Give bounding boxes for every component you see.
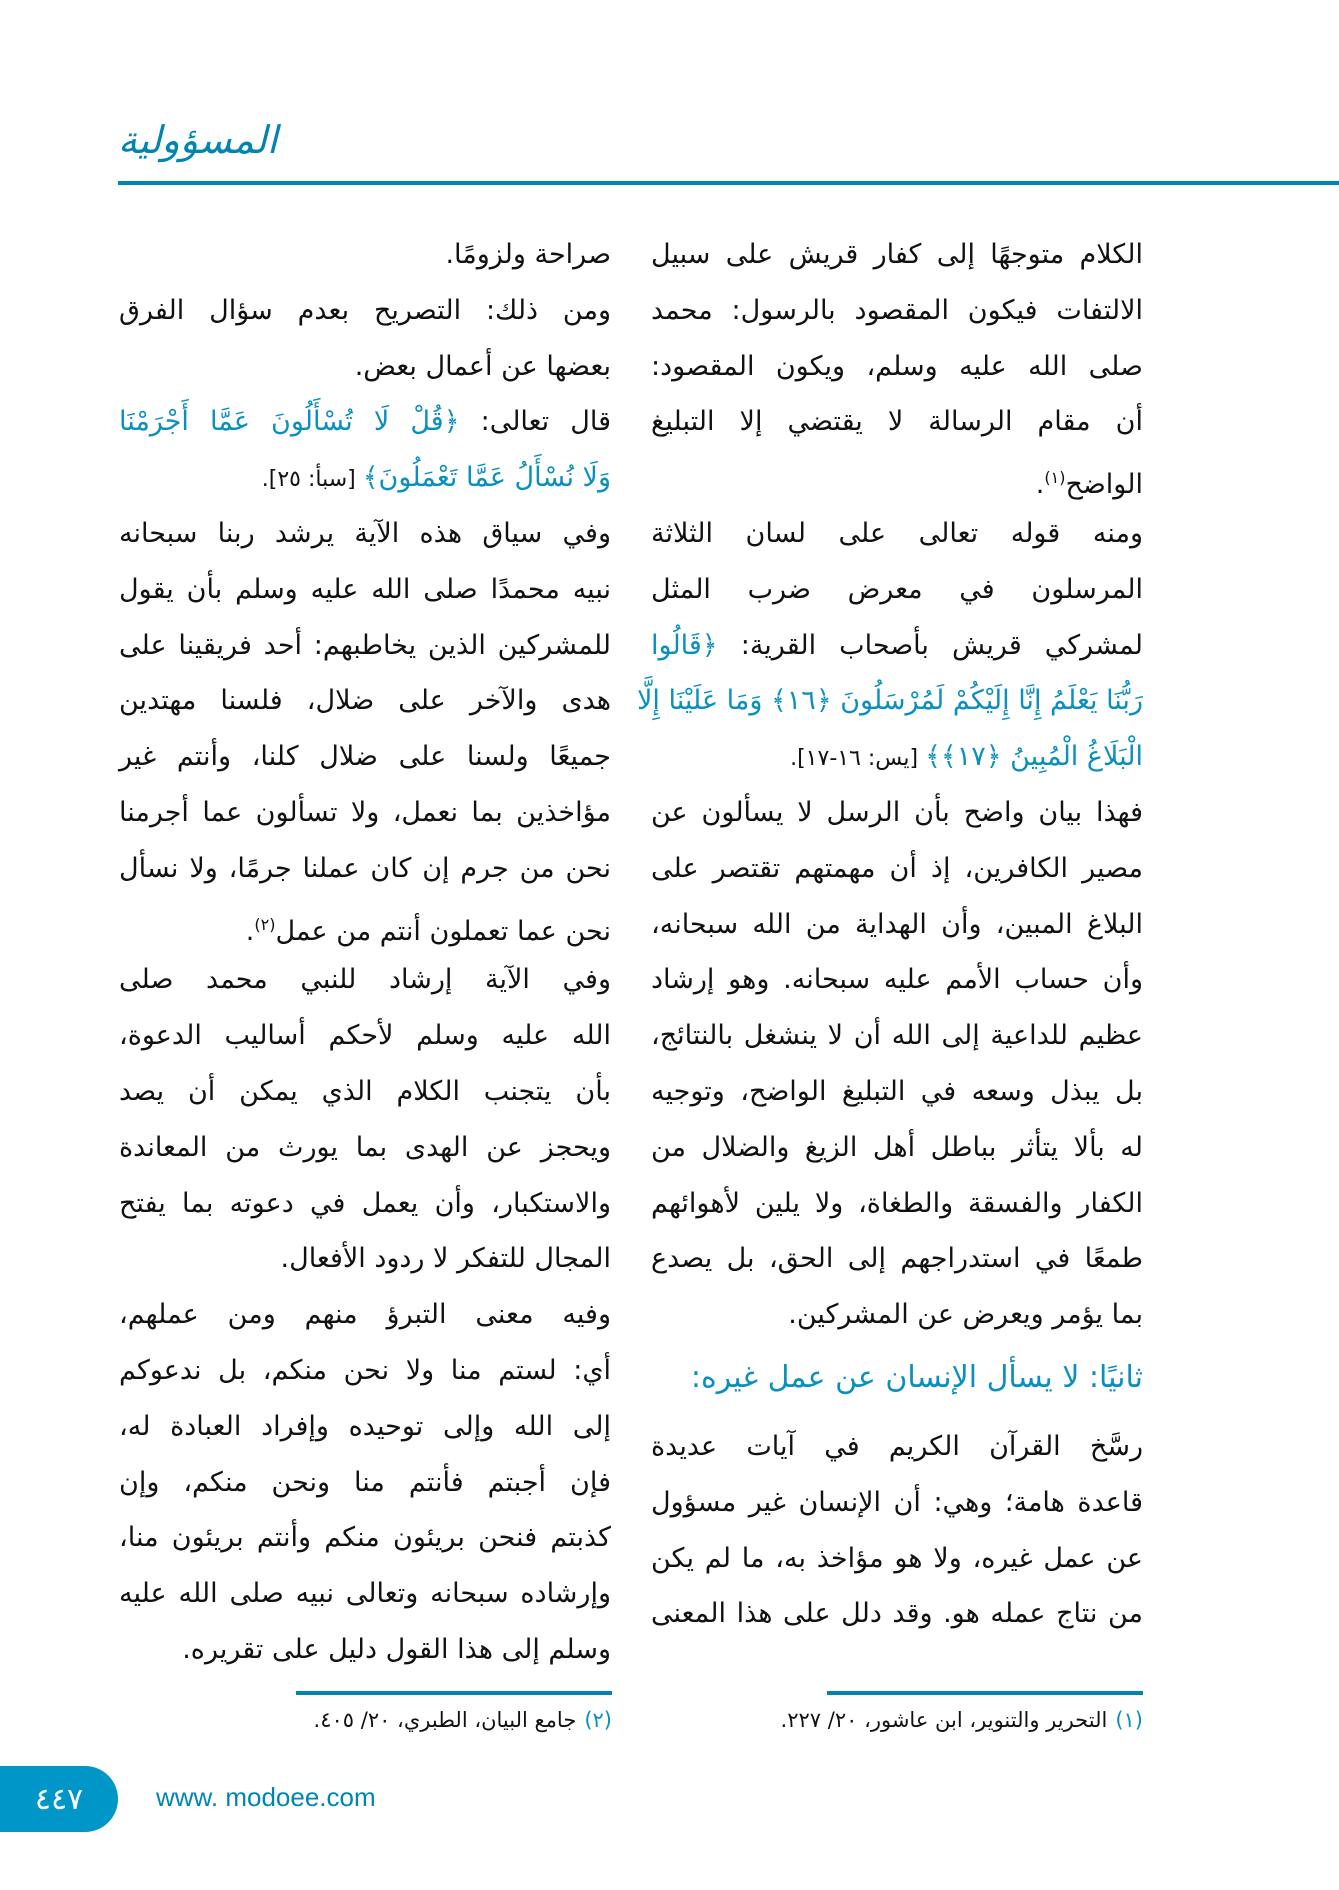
text-segment: عظيم للداعية إلى الله أن لا ينشغل بالنتائج، xyxy=(651,1020,1143,1052)
text-line xyxy=(651,732,1143,788)
text-segment: لمشركي قريش بأصحاب القرية: xyxy=(717,629,1143,661)
text-line xyxy=(651,621,1143,677)
text-line xyxy=(119,453,611,509)
text-line xyxy=(651,1179,1143,1235)
section-heading xyxy=(651,1348,1143,1422)
text-line xyxy=(119,676,611,732)
left-text-column xyxy=(119,230,611,1681)
text-line xyxy=(651,1234,1143,1290)
text-line xyxy=(119,1179,611,1235)
text-line xyxy=(119,732,611,788)
text-line xyxy=(119,342,611,398)
text-segment: وإرشاده سبحانه وتعالى نبيه صلى الله عليه xyxy=(119,1578,611,1610)
text-segment: بما يؤمر ويعرض عن المشركين. xyxy=(788,1299,1143,1331)
text-line xyxy=(651,1067,1143,1123)
footnote-rule-left xyxy=(296,1691,612,1695)
quran-verse-text: رَبُّنَا يَعْلَمُ إِنَّا إِلَيْكُمْ لَمُرْسَلُونَ ﴿١٦﴾ وَمَا عَلَيْنَا إِلَّا xyxy=(637,685,1143,717)
text-line xyxy=(651,788,1143,844)
text-segment: ثانيًا: لا يسأل الإنسان عن عمل غيره: xyxy=(690,1359,1143,1395)
text-segment: رسَّخ القرآن الكريم في آيات عديدة xyxy=(651,1430,1143,1462)
text-segment: عن عمل غيره، ولا هو مؤاخذ به، ما لم يكن xyxy=(651,1542,1143,1574)
text-segment: وفي سياق هذه الآية يرشد ربنا سبحانه xyxy=(119,517,611,549)
text-segment: المجال للتفكر لا ردود الأفعال. xyxy=(280,1243,611,1275)
text-line xyxy=(119,1458,611,1514)
text-line xyxy=(119,230,611,286)
text-segment: بعضها عن أعمال بعض. xyxy=(354,350,611,382)
page-number-badge: ٤٤٧ xyxy=(0,1766,118,1832)
text-line xyxy=(651,509,1143,565)
text-line xyxy=(651,955,1143,1011)
text-segment: صراحة ولزومًا. xyxy=(445,239,611,270)
footnote-marker: (٢) xyxy=(254,914,276,934)
right-text-column xyxy=(637,230,1143,1645)
quran-verse-text: ﴿قُلْ لَا تُسْأَلُونَ عَمَّا أَجْرَمْنَا xyxy=(119,406,460,438)
footnote-1 xyxy=(781,1708,1143,1732)
text-line xyxy=(119,1346,611,1402)
text-line xyxy=(651,1589,1143,1645)
text-line xyxy=(651,565,1143,621)
text-line xyxy=(119,621,611,677)
text-segment: للمشركين الذين يخاطبهم: أحد فريقينا على xyxy=(119,629,611,661)
text-segment: أي: لستم منا ولا نحن منكم، بل ندعوكم xyxy=(119,1354,611,1386)
footer-url-link[interactable]: www. modoee.com xyxy=(156,1782,376,1812)
text-line xyxy=(651,230,1143,286)
text-line xyxy=(651,1478,1143,1534)
quran-verse-text: ﴿قَالُوا xyxy=(651,629,718,661)
text-segment: كذبتم فنحن بريئون منكم وأنتم بريئون منا، xyxy=(119,1522,611,1554)
footnote-marker: (١) xyxy=(1044,468,1066,488)
text-segment: بأن يتجنب الكلام الذي يمكن أن يصد xyxy=(119,1075,611,1107)
text-line xyxy=(637,676,1143,732)
text-line xyxy=(119,286,611,342)
text-segment: طمعًا في استدراجهم إلى الحق، بل يصدع xyxy=(651,1243,1143,1275)
text-line xyxy=(119,397,611,453)
text-line xyxy=(651,1290,1143,1346)
text-segment: البلاغ المبين، وأن الهداية من الله سبحانه، xyxy=(651,908,1143,940)
verse-reference: [يس: ١٦-١٧]. xyxy=(790,746,926,772)
text-segment: الواضح xyxy=(1065,469,1143,501)
text-segment: ويحجز عن الهدى بما يورث من المعاندة xyxy=(119,1131,611,1163)
text-segment: والاستكبار، وأن يعمل في دعوته بما يفتح xyxy=(119,1187,611,1219)
text-line xyxy=(119,1290,611,1346)
text-segment: ومنه قوله تعالى على لسان الثلاثة xyxy=(651,517,1143,549)
verse-reference: [سبأ: ٢٥]. xyxy=(261,467,363,493)
text-segment: نبيه محمدًا صلى الله عليه وسلم بأن يقول xyxy=(119,573,611,605)
text-line xyxy=(651,1422,1143,1478)
text-segment: . xyxy=(1035,469,1045,501)
text-segment: الالتفات فيكون المقصود بالرسول: محمد xyxy=(651,294,1143,326)
text-segment: . xyxy=(245,915,255,947)
text-segment: صلى الله عليه وسلم، ويكون المقصود: xyxy=(651,350,1143,382)
running-header-title: المسؤولية xyxy=(118,118,278,162)
text-line xyxy=(119,955,611,1011)
text-segment: وفيه معنى التبرؤ منهم ومن عملهم، xyxy=(119,1299,611,1331)
text-segment: هدى والآخر على ضلال، فلسنا مهتدين xyxy=(119,685,611,717)
text-line xyxy=(119,1234,611,1290)
text-segment: مصير الكافرين، إذ أن مهمتهم تقتصر على xyxy=(651,852,1143,884)
text-segment: من نتاج عمله هو. وقد دلل على هذا المعنى xyxy=(651,1598,1143,1630)
text-line xyxy=(119,1067,611,1123)
footnote-number: (٢) xyxy=(584,1708,612,1732)
text-line xyxy=(119,1123,611,1179)
text-segment: الكلام متوجهًا إلى كفار قريش على سبيل xyxy=(651,239,1143,270)
text-segment: فهذا بيان واضح بأن الرسل لا يسألون عن xyxy=(651,796,1143,828)
text-segment: نحن من جرم إن كان عملنا جرمًا، ولا نسأل xyxy=(119,852,611,884)
text-line xyxy=(119,788,611,844)
text-segment: جميعًا ولسنا على ضلال كلنا، وأنتم غير xyxy=(119,741,611,773)
text-line xyxy=(119,565,611,621)
text-line xyxy=(651,342,1143,398)
text-segment: فإن أجبتم فأنتم منا ونحن منكم، وإن xyxy=(119,1466,611,1498)
text-line xyxy=(119,1513,611,1569)
text-segment: الله عليه وسلم لأحكم أساليب الدعوة، xyxy=(119,1020,611,1052)
quran-verse-text: وَلَا نُسْأَلُ عَمَّا تَعْمَلُونَ﴾ xyxy=(362,462,611,494)
text-line xyxy=(651,900,1143,956)
text-line xyxy=(651,1534,1143,1590)
header-rule xyxy=(118,181,1339,185)
text-segment: نحن عما تعملون أنتم من عمل xyxy=(275,915,611,947)
footnote-rule-right xyxy=(827,1691,1143,1695)
footnote-text: التحرير والتنوير، ابن عاشور، ٢٠/ ٢٢٧. xyxy=(780,1708,1108,1732)
text-segment: له بألا يتأثر بباطل أهل الزيغ والضلال من xyxy=(651,1131,1143,1163)
text-line xyxy=(651,844,1143,900)
text-line xyxy=(651,286,1143,342)
footnote-number: (١) xyxy=(1115,1708,1143,1732)
text-line xyxy=(119,509,611,565)
footnote-text: جامع البيان، الطبري، ٢٠/ ٤٠٥. xyxy=(313,1708,577,1732)
text-segment: وأن حساب الأمم عليه سبحانه. وهو إرشاد xyxy=(651,964,1143,996)
text-line xyxy=(119,1402,611,1458)
text-segment: إلى الله وإلى توحيده وإفراد العبادة له، xyxy=(119,1410,611,1442)
text-segment: الكفار والفسقة والطغاة، ولا يلين لأهوائهم xyxy=(651,1187,1143,1219)
text-line xyxy=(119,1625,611,1681)
text-line xyxy=(651,453,1143,509)
text-line xyxy=(651,397,1143,453)
quran-verse-text: الْبَلَاغُ الْمُبِينُ ﴿١٧﴾﴾ xyxy=(925,741,1143,773)
text-segment: وفي الآية إرشاد للنبي محمد صلى xyxy=(119,964,611,996)
text-line xyxy=(651,1011,1143,1067)
text-line xyxy=(119,900,611,956)
text-segment: أن مقام الرسالة لا يقتضي إلا التبليغ xyxy=(651,406,1143,438)
text-segment: ومن ذلك: التصريح بعدم سؤال الفرق xyxy=(119,294,611,326)
text-segment: بل يبذل وسعه في التبليغ الواضح، وتوجيه xyxy=(651,1075,1143,1107)
text-segment: المرسلون في معرض ضرب المثل xyxy=(651,573,1143,605)
text-segment: قال تعالى: xyxy=(459,406,611,438)
text-segment: وسلم إلى هذا القول دليل على تقريره. xyxy=(182,1633,611,1665)
text-segment: مؤاخذين بما نعمل، ولا تسألون عما أجرمنا xyxy=(119,796,611,828)
text-segment: قاعدة هامة؛ وهي: أن الإنسان غير مسؤول xyxy=(651,1486,1143,1518)
text-line xyxy=(119,844,611,900)
text-line xyxy=(651,1123,1143,1179)
text-line xyxy=(119,1011,611,1067)
footnote-2 xyxy=(314,1708,612,1732)
text-line xyxy=(119,1569,611,1625)
